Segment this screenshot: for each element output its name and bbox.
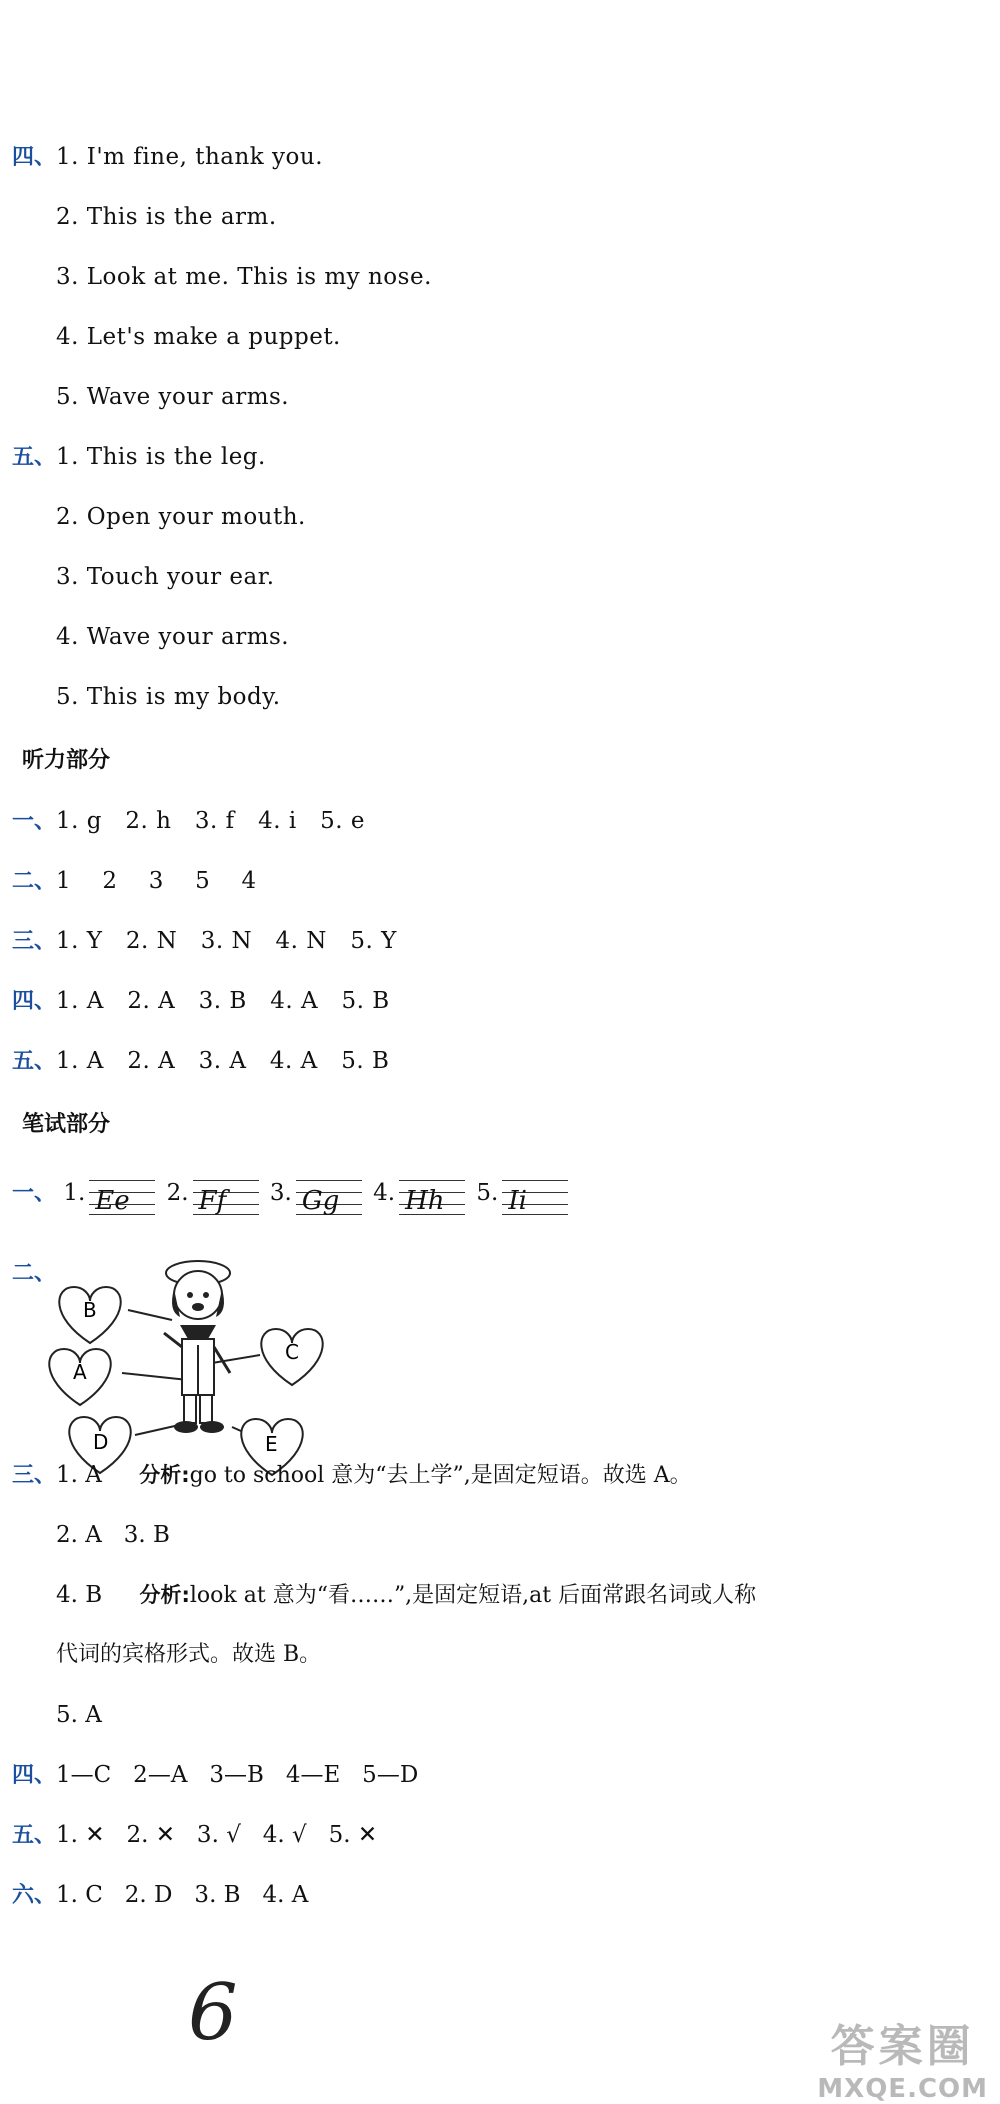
svg-text:A: A — [73, 1360, 87, 1384]
listening-row-4: 四、1. A 2. A 3. B 4. A 5. B — [12, 988, 390, 1014]
svg-text:E: E — [265, 1432, 278, 1456]
section4-item-2: 2. This is the arm. — [56, 204, 277, 230]
puppet-figure — [164, 1261, 230, 1433]
watermark-bottom: MXQE.COM — [817, 2074, 988, 2104]
writing-q4: 四、1—C 2—A 3—B 4—E 5—D — [12, 1762, 419, 1788]
svg-text:B: B — [83, 1298, 97, 1322]
section4-item-3: 3. Look at me. This is my nose. — [56, 264, 432, 290]
writing-q3-line4: 代词的宾格形式。故选 B。 — [56, 1642, 322, 1667]
listening-title: 听力部分 — [22, 748, 111, 773]
matching-illustration — [40, 1255, 330, 1485]
writing-q3-line5: 5. A — [56, 1702, 102, 1728]
listening-row-2: 二、1 2 3 5 4 — [12, 868, 257, 894]
letter-line-box: Hh — [399, 1174, 465, 1214]
section5-item-3: 3. Touch your ear. — [56, 564, 275, 590]
watermark-top: 答案圈 — [830, 2021, 975, 2072]
section5-item-5: 5. This is my body. — [56, 684, 281, 710]
watermark — [817, 2010, 988, 2104]
analysis-label: 分析: — [139, 1583, 190, 1607]
section-number: 五、 — [12, 445, 57, 470]
writing-q5: 五、1. ✕ 2. ✕ 3. √ 4. √ 5. ✕ — [12, 1822, 378, 1848]
heart-c — [261, 1329, 322, 1385]
letter-line-box: Ff — [193, 1174, 259, 1214]
section4-item-4: 4. Let's make a puppet. — [56, 324, 341, 350]
svg-text:D: D — [93, 1430, 109, 1454]
writing-q2-number: 二、 — [12, 1261, 57, 1286]
writing-q6: 六、1. C 2. D 3. B 4. A — [12, 1882, 309, 1908]
writing-title: 笔试部分 — [22, 1112, 111, 1137]
section4-item-5: 5. Wave your arms. — [56, 384, 290, 410]
letter-line-box: Gg — [296, 1174, 362, 1214]
writing-q3-line1: 三、1. A 分析:go to school 意为“去上学”,是固定短语。故选 A。 — [12, 1462, 692, 1488]
section5-item-4: 4. Wave your arms. — [56, 624, 290, 650]
listening-row-5: 五、1. A 2. A 3. A 4. A 5. B — [12, 1048, 390, 1074]
heart-a — [49, 1349, 110, 1405]
section5-item-1: 五、1. This is the leg. — [12, 444, 266, 470]
heart-b — [59, 1287, 120, 1343]
section-number: 四、 — [12, 145, 57, 170]
section5-item-2: 2. Open your mouth. — [56, 504, 306, 530]
letter-line-box: Ii — [502, 1174, 568, 1214]
listening-row-1: 一、1. g 2. h 3. f 4. i 5. e — [12, 808, 366, 834]
listening-row-3: 三、1. Y 2. N 3. N 4. N 5. Y — [12, 928, 397, 954]
letter-line-box: Ee — [89, 1174, 155, 1214]
analysis-label: 分析: — [139, 1463, 190, 1487]
writing-q3-line2: 2. A 3. B — [56, 1522, 170, 1548]
svg-text:C: C — [285, 1340, 299, 1364]
page-number: 6 — [188, 1968, 238, 2058]
writing-q3-line3: 4. B 分析:look at 意为“看……”,是固定短语,at 后面常跟名词或人称 — [56, 1582, 757, 1608]
writing-q1: 一、 1. Ee 2. Ff 3. Gg 4. Hh 5. Ii — [12, 1170, 572, 1217]
section4-item-1: 四、1. I'm fine, thank you. — [12, 144, 324, 170]
